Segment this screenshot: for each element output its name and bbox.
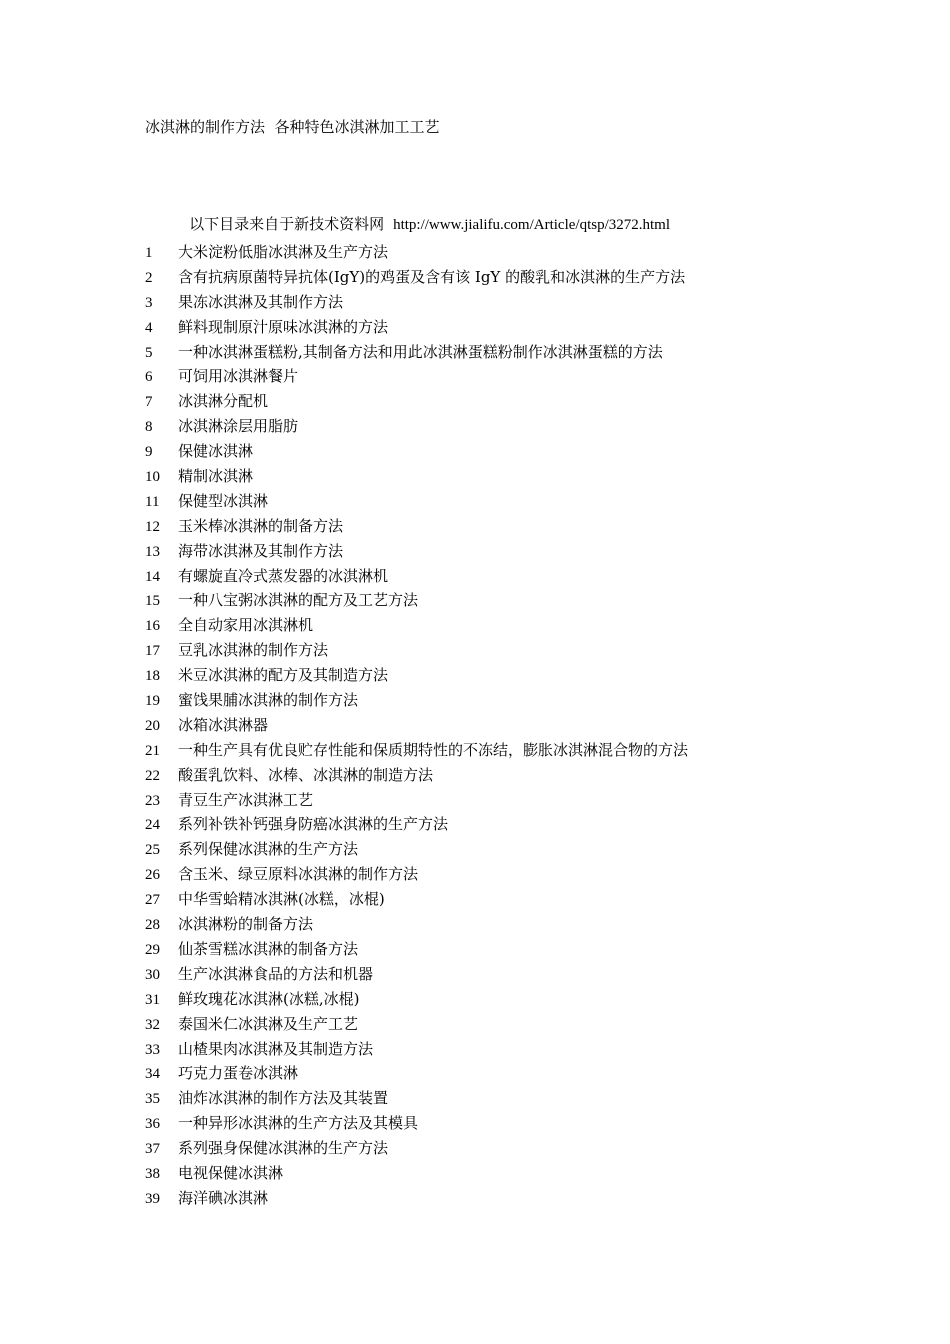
toc-item-text: 青豆生产冰淇淋工艺 <box>178 790 314 809</box>
toc-item-text: 一种生产具有优良贮存性能和保质期特性的不冻结，膨胀冰淇淋混合物的方法 <box>178 740 689 759</box>
toc-item-number: 25 <box>145 842 160 859</box>
toc-item-text: 一种冰淇淋蛋糕粉,其制备方法和用此冰淇淋蛋糕粉制作冰淇淋蛋糕的方法 <box>178 342 663 361</box>
toc-item-number: 11 <box>145 493 160 510</box>
toc-item-text: 系列保健冰淇淋的生产方法 <box>178 840 359 859</box>
toc-item-text: 保健冰淇淋 <box>178 442 254 461</box>
toc-item <box>145 1136 688 1161</box>
toc-item-text: 全自动家用冰淇淋机 <box>178 616 314 635</box>
toc-item-number: 16 <box>145 618 160 635</box>
toc-item <box>145 1012 688 1037</box>
toc-item <box>145 464 688 489</box>
toc-item <box>145 290 688 315</box>
toc-item <box>145 763 688 788</box>
toc-item-number: 36 <box>145 1116 160 1133</box>
toc-item-number: 10 <box>145 469 160 486</box>
toc-item <box>145 688 688 713</box>
toc-item-text: 蜜饯果脯冰淇淋的制作方法 <box>178 691 359 710</box>
toc-item-number: 3 <box>145 294 153 311</box>
toc-item <box>145 240 688 265</box>
toc-item-number: 1 <box>145 245 153 261</box>
toc-item <box>145 837 688 862</box>
toc-item-number: 28 <box>145 917 160 934</box>
toc-item-text: 油炸冰淇淋的制作方法及其装置 <box>178 1089 389 1108</box>
toc-item <box>145 1037 688 1062</box>
toc-item <box>145 588 688 613</box>
toc-item <box>145 414 688 439</box>
toc-item-number: 6 <box>145 369 153 386</box>
toc-item-number: 31 <box>145 991 160 1008</box>
toc-item-number: 4 <box>145 319 153 336</box>
toc-item-number: 17 <box>145 643 160 660</box>
toc-item-number: 13 <box>145 543 160 560</box>
toc-item-text: 中华雪蛤精冰淇淋(冰糕，冰棍) <box>178 890 385 909</box>
toc-item <box>145 937 688 962</box>
toc-item-text: 电视保健冰淇淋 <box>178 1163 284 1182</box>
toc-item-number: 20 <box>145 717 160 734</box>
toc-item-number: 9 <box>145 444 153 461</box>
toc-item-text: 有螺旋直冷式蒸发器的冰淇淋机 <box>178 566 389 585</box>
toc-item <box>145 812 688 837</box>
toc-item <box>145 887 688 912</box>
toc-item-text: 巧克力蛋卷冰淇淋 <box>178 1064 299 1083</box>
toc-item-text: 豆乳冰淇淋的制作方法 <box>178 641 329 660</box>
toc-item-text: 海带冰淇淋及其制作方法 <box>178 541 344 560</box>
toc-item-number: 37 <box>145 1141 160 1158</box>
toc-item-text: 冰淇淋分配机 <box>178 392 269 411</box>
toc-item-text: 系列补铁补钙强身防癌冰淇淋的生产方法 <box>178 815 449 834</box>
toc-item-text: 系列强身保健冰淇淋的生产方法 <box>178 1139 389 1158</box>
toc-item-text: 果冻冰淇淋及其制作方法 <box>178 292 344 311</box>
toc-item-text: 玉米棒冰淇淋的制备方法 <box>178 516 344 535</box>
toc-item-text: 泰国米仁冰淇淋及生产工艺 <box>178 1014 359 1033</box>
toc-item-number: 24 <box>145 817 160 834</box>
toc-item <box>145 962 688 987</box>
toc-item <box>145 439 688 464</box>
toc-item-number: 8 <box>145 419 153 436</box>
toc-item-number: 7 <box>145 394 153 411</box>
toc-item <box>145 738 688 763</box>
toc-list <box>145 240 688 1211</box>
toc-item-number: 12 <box>145 518 160 535</box>
document-title: 冰淇淋的制作方法 各种特色冰淇淋加工工艺 <box>145 118 440 136</box>
toc-item-number: 30 <box>145 966 160 983</box>
toc-item-number: 19 <box>145 693 160 710</box>
toc-item-text: 生产冰淇淋食品的方法和机器 <box>178 964 374 983</box>
toc-item-number: 23 <box>145 792 160 809</box>
toc-item <box>145 564 688 589</box>
toc-item-number: 38 <box>145 1165 160 1182</box>
toc-item-text: 鲜玫瑰花冰淇淋(冰糕,冰棍) <box>178 989 360 1008</box>
toc-item-number: 15 <box>145 593 160 610</box>
toc-item <box>145 265 688 290</box>
toc-item <box>145 663 688 688</box>
toc-item-number: 39 <box>145 1190 160 1207</box>
toc-item-text: 冰淇淋涂层用脂肪 <box>178 417 299 436</box>
toc-item-number: 34 <box>145 1066 160 1083</box>
toc-item-text: 可饲用冰淇淋餐片 <box>178 367 299 386</box>
toc-item-text: 海洋碘冰淇淋 <box>178 1188 269 1207</box>
toc-item <box>145 389 688 414</box>
toc-item <box>145 489 688 514</box>
toc-item-number: 26 <box>145 867 160 884</box>
toc-item <box>145 912 688 937</box>
toc-item <box>145 364 688 389</box>
source-prefix: 以下目录来自于新技术资料网 <box>189 215 385 233</box>
toc-item-number: 21 <box>145 742 160 759</box>
toc-item-number: 29 <box>145 941 160 958</box>
toc-item <box>145 987 688 1012</box>
toc-item <box>145 713 688 738</box>
toc-item <box>145 1111 688 1136</box>
toc-item-text: 鲜料现制原汁原味冰淇淋的方法 <box>178 317 389 336</box>
toc-item-number: 5 <box>145 344 153 361</box>
source-url: http://www.jialifu.com/Article/qtsp/3272.html <box>393 217 671 233</box>
toc-item-number: 2 <box>145 269 153 286</box>
toc-item-text: 冰箱冰淇淋器 <box>178 715 269 734</box>
toc-item-text: 含有抗病原菌特异抗体(IgY)的鸡蛋及含有该 IgY 的酸乳和冰淇淋的生产方法 <box>178 267 686 286</box>
toc-item-number: 35 <box>145 1091 160 1108</box>
toc-item <box>145 788 688 813</box>
toc-item-text: 一种八宝粥冰淇淋的配方及工艺方法 <box>178 591 419 610</box>
toc-item <box>145 539 688 564</box>
toc-item-number: 14 <box>145 568 160 585</box>
toc-item-text: 一种异形冰淇淋的生产方法及其模具 <box>178 1114 419 1133</box>
toc-item-text: 含玉米、绿豆原料冰淇淋的制作方法 <box>178 865 419 884</box>
toc-item <box>145 1061 688 1086</box>
toc-item-text: 山楂果肉冰淇淋及其制造方法 <box>178 1039 374 1058</box>
toc-item <box>145 1086 688 1111</box>
toc-item <box>145 613 688 638</box>
toc-item-number: 22 <box>145 767 160 784</box>
toc-item-text: 酸蛋乳饮料、冰棒、冰淇淋的制造方法 <box>178 765 434 784</box>
toc-item-text: 保健型冰淇淋 <box>178 491 269 510</box>
toc-item <box>145 340 688 365</box>
toc-item-number: 27 <box>145 892 160 909</box>
toc-item-text: 米豆冰淇淋的配方及其制造方法 <box>178 666 389 685</box>
toc-item-number: 18 <box>145 668 160 685</box>
toc-item <box>145 315 688 340</box>
toc-item <box>145 1186 688 1211</box>
toc-item <box>145 514 688 539</box>
toc-item-text: 大米淀粉低脂冰淇淋及生产方法 <box>178 243 389 261</box>
toc-item <box>145 638 688 663</box>
toc-item-number: 32 <box>145 1016 160 1033</box>
toc-item <box>145 1161 688 1186</box>
toc-item-text: 仙茶雪糕冰淇淋的制备方法 <box>178 939 359 958</box>
toc-item-text: 冰淇淋粉的制备方法 <box>178 915 314 934</box>
toc-item-text: 精制冰淇淋 <box>178 467 254 486</box>
toc-item <box>145 862 688 887</box>
toc-item-number: 33 <box>145 1041 160 1058</box>
